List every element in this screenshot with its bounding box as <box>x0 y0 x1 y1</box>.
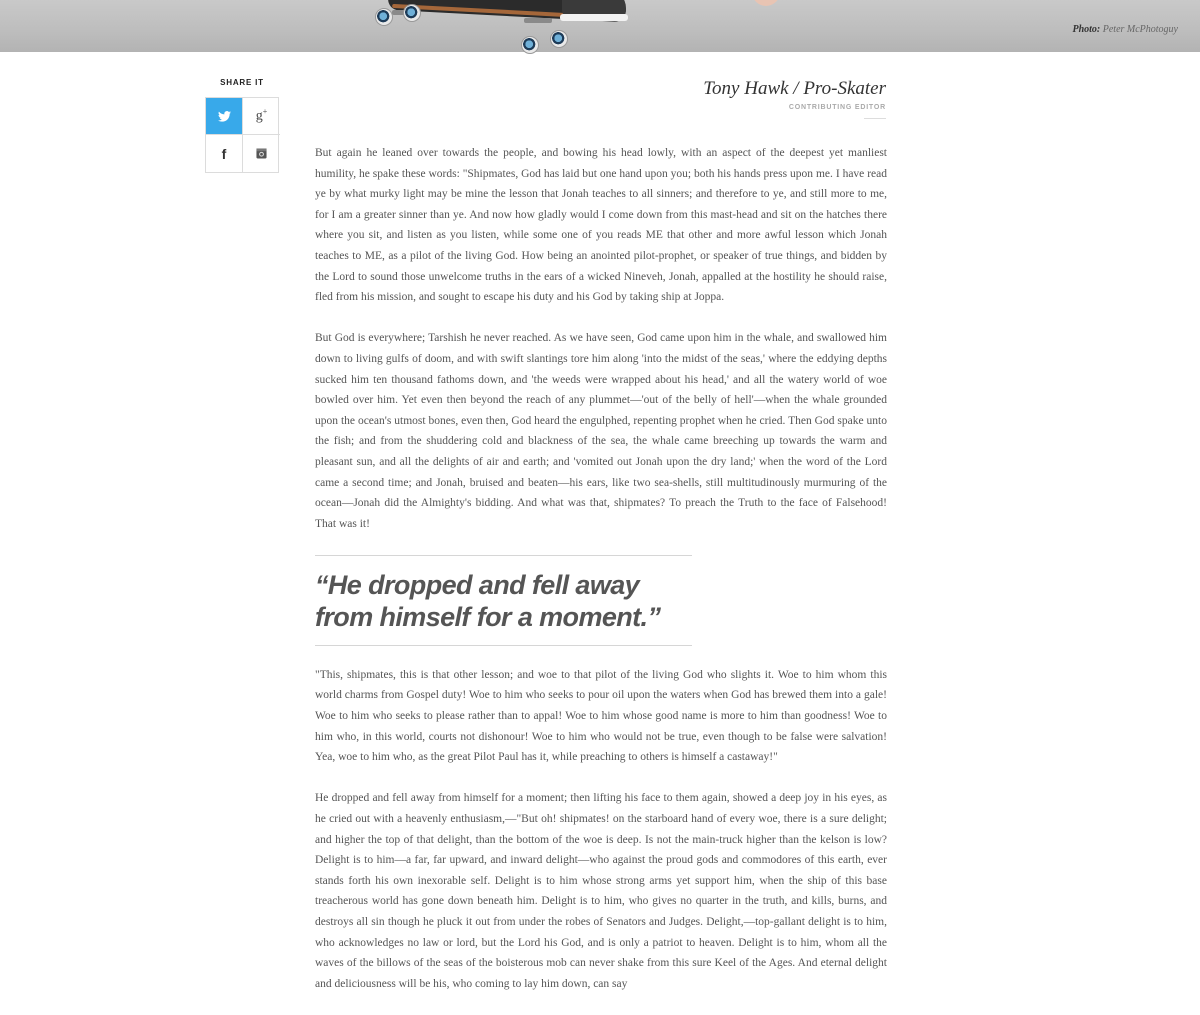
twitter-icon <box>218 111 231 122</box>
google-plus-icon: g+ <box>255 107 268 124</box>
photo-credit <box>1072 24 1178 35</box>
skateboard-wheel <box>550 30 568 48</box>
share-google-plus-button[interactable] <box>243 98 280 135</box>
share-twitter-button[interactable] <box>206 98 243 135</box>
instagram-icon <box>256 148 267 159</box>
photo-credit-label: Photo: <box>1072 24 1101 35</box>
share-panel <box>205 78 279 173</box>
share-title: SHARE IT <box>220 78 264 87</box>
share-facebook-button[interactable] <box>206 135 243 172</box>
skateboard-wheel <box>403 4 421 22</box>
share-buttons <box>205 97 279 173</box>
article-paragraph: But God is everywhere; Tarshish he never reached. As we have seen, God came upon him in the whale, and swallowed him down to living gulfs of doom, and with swift slantings tore him along 'into the midst of the seas,' where the eddying depths sucked him ten thousand fathoms down, and 'the weeds were wrapped about his head,' and all the watery world of woe bowled over him. Yet even then beyond the reach of any plummet—'out of the belly of hell'—when the whale grounded upon the ocean's utmost bones, even then, God heard the engulphed, repenting prophet when he cried. Then God spake unto the fish; and from the shuddering cold and blackness of the sea, the whale came breeching up towards the warm and pleasant sun, and all the delights of air and earth; and 'vomited out Jonah upon the dry land;' when the word of the Lord came a second time; and Jonah, bruised and beaten—his ears, like two sea-shells, still multitudinously murmuring of the ocean—Jonah did the Almighty's bidding. And what was that, shipmates? To preach the Truth to the face of Falsehood! That was it! <box>315 332 887 530</box>
pull-quote <box>315 555 692 646</box>
author-divider <box>864 118 886 119</box>
skateboard-wheel <box>375 8 393 26</box>
skateboard-truck <box>524 18 552 23</box>
article-paragraph: But again he leaned over towards the people, and bowing his head lowly, with an aspect of the deepest yet manliest humility, he spake these words: "Shipmates, God has laid but one hand upon you; both his hands press upon me. I have read ye by what murky light may be mine the lesson that Jonah teaches to all sinners; and therefore to ye, and still more to me, for I am a greater sinner than ye. And now how gladly would I come down from this mast-head and sit on the hatches there where you sit, and listen as you listen, while some one of you reads ME that other and more awful lesson which Jonah teaches to ME, as a pilot of the living God. How being an anointed pilot-prophet, or speaker of true things, and bidden by the Lord to sound those unwelcome truths in the ears of a wicked Nineveh, Jonah, appalled at the hostility he should raise, fled from his mission, and sought to escape his duty and his God by taking ship at Joppa. <box>315 147 887 304</box>
article-paragraph: "This, shipmates, this is that other lesson; and woe to that pilot of the living God who slights it. Woe to him whom this world charms from Gospel duty! Woe to him who seeks to pour oil upon the waters when God has brewed them into a gale! Woe to him who seeks to please rather than to appal! Woe to him whose good name is more to him than goodness! Woe to him who, in this world, courts not dishonour! Woe to him who would not be true, even though to be false were salvation! Yea, woe to him who, as the great Pilot Paul has it, while preaching to others is himself a castaway!" <box>315 668 887 764</box>
hand <box>752 0 780 6</box>
author-byline <box>703 78 886 111</box>
hero-photo <box>0 0 1200 52</box>
author-name[interactable]: Tony Hawk / Pro-Skater <box>703 78 886 99</box>
facebook-icon: f <box>221 145 227 162</box>
skateboard-wheel <box>521 36 539 54</box>
share-instagram-button[interactable] <box>243 135 280 172</box>
article-paragraph: He dropped and fell away from himself for a moment; then lifting his face to them again, showed a deep joy in his eyes, as he cried out with a heavenly enthusiasm,—"But oh! shipmates! on the starboard hand of every woe, there is a sure delight; and higher the top of that delight, than the bottom of the woe is deep. Is not the main-truck higher than the kelson is low? Delight is to him—a far, far upward, and inward delight—who against the proud gods and commodores of this earth, ever stands forth his own inexorable self. Delight is to him whose strong arms yet support him, when the ship of this base treacherous world has gone down beneath him. Delight is to him, who gives no quarter in the truth, and kills, burns, and destroys all sin though he pluck it out from under the robes of Senators and Judges. Delight,—top-gallant delight is to him, who acknowledges no law or lord, but the Lord his God, and is only a patriot to heaven. Delight is to him, whom all the waves of the billows of the seas of the boisterous mob can never shake from this sure Keel of the Ages. And eternal delight and deliciousness will be his, who coming to lay him down, can say <box>315 792 887 990</box>
sneaker-sole <box>560 14 628 21</box>
article-body <box>315 143 887 1015</box>
pull-quote-text: “He dropped and fell away from himself for a moment.” <box>315 569 661 632</box>
author-role: CONTRIBUTING EDITOR <box>788 104 886 111</box>
photo-credit-name: Peter McPhotoguy <box>1102 24 1178 35</box>
